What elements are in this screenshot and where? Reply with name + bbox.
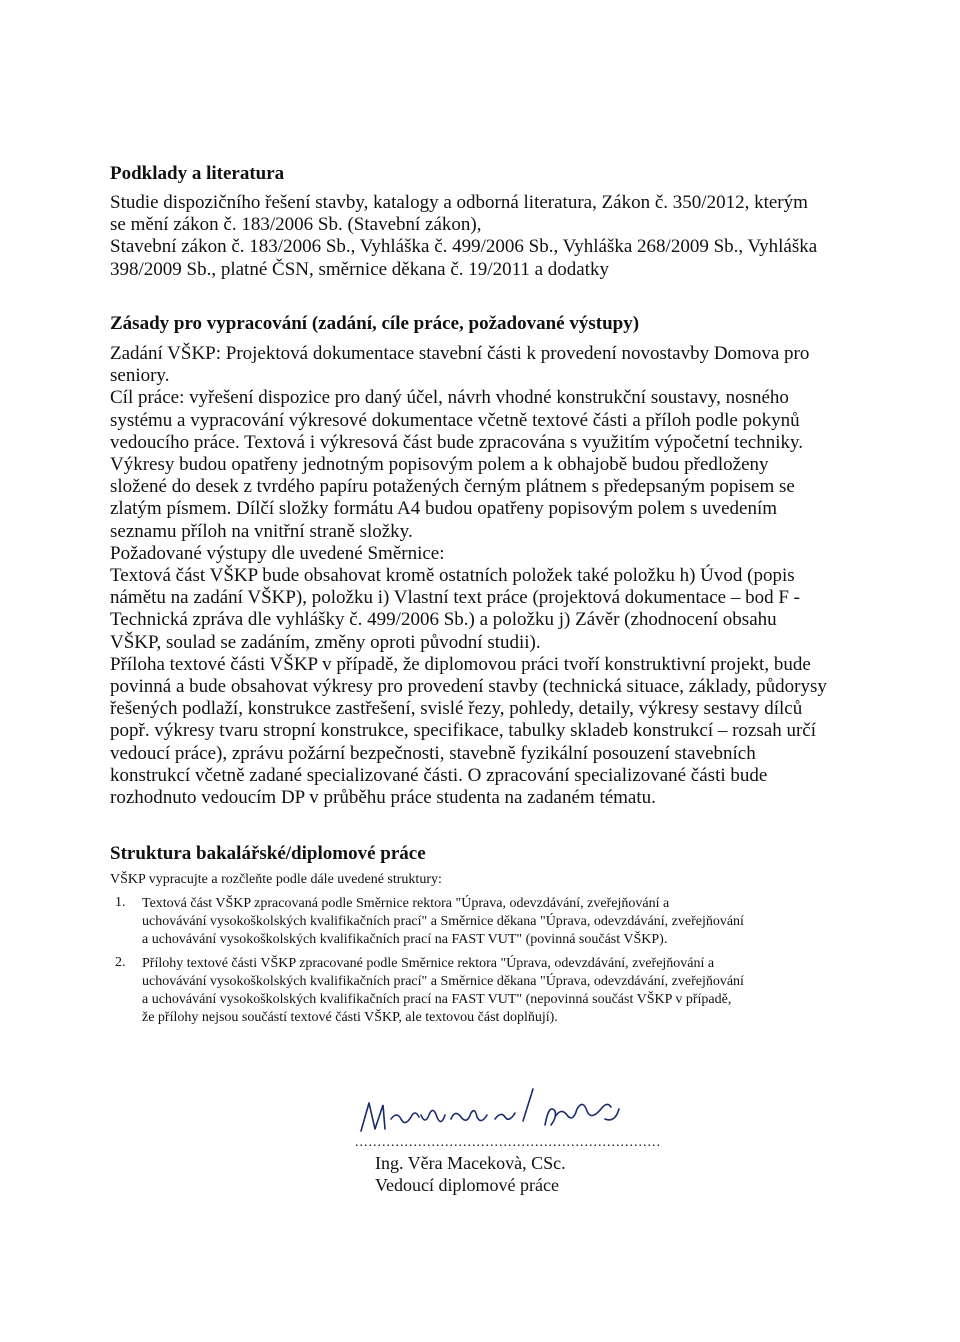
text-line: vedoucího práce. Textová i výkresová část bude zpracována s využitím výpočetní techniky.	[110, 431, 803, 453]
text-line: rozhodnuto vedoucím DP v průběhu práce studenta na zadaném tématu.	[110, 787, 656, 809]
text-line: Požadované výstupy dle uvedené Směrnice:	[110, 542, 445, 564]
text-line: vedoucí práce), zprávu požární bezpečnosti, stavebně fyzikální posouzení stavebních	[110, 742, 756, 764]
list-item-line: uchovávání vysokoškolských kvalifikačních prací" a Směrnice děkana "Úprava, odevzdávání, zveřejňování	[142, 974, 744, 989]
text-line: Technická zpráva dle vyhlášky č. 499/2006 Sb.) a položku j) Závěr (zhodnocení obsahu	[110, 609, 777, 631]
list-item-line: a uchovávání vysokoškolských kvalifikačních prací na FAST VUT" (nepovinná součást VŠKP v případě,	[142, 992, 732, 1007]
list-item	[142, 895, 744, 949]
list-item-line: Textová část VŠKP zpracovaná podle Směrnice rektora "Úprava, odevzdávání, zveřejňování a	[142, 896, 670, 911]
structure-intro: VŠKP vypracujte a rozčleňte podle dále uvedené struktury:	[110, 872, 442, 887]
section-heading-principles: Zásady pro vypracování (zadání, cíle práce, požadované výstupy)	[110, 313, 640, 334]
text-line: VŠKP, soulad se zadáním, změny oproti původní studii).	[110, 631, 541, 653]
sources-paragraph	[110, 192, 817, 281]
text-line: seniory.	[110, 365, 170, 387]
text-line: seznamu příloh na vnitřní straně složky.	[110, 520, 413, 542]
supervisor-name: Ing. Věra Macekovà, CSc.	[375, 1153, 566, 1173]
text-line: Příloha textové části VŠKP v případě, že diplomovou práci tvoří konstruktivní projekt, bude	[110, 653, 811, 675]
list-item-number: 1.	[115, 895, 126, 910]
list-item-line: a uchovávání vysokoškolských kvalifikačních prací na FAST VUT" (povinná součást VŠKP).	[142, 932, 668, 947]
text-line: zlatým písmem. Dílčí složky formátu A4 budou opatřeny popisovým polem s uvedením	[110, 498, 778, 520]
list-item	[142, 955, 744, 1027]
text-line: 398/2009 Sb., platné ČSN, směrnice děkana č. 19/2011 a dodatky	[110, 258, 610, 280]
signature-area	[355, 1085, 661, 1150]
section-heading-sources: Podklady a literatura	[110, 163, 285, 184]
text-line: Zadání VŠKP: Projektová dokumentace stavební části k provedení novostavby Domova pro	[110, 343, 810, 364]
text-line: Studie dispozičního řešení stavby, katalogy a odborná literatura, Zákon č. 350/2012, kterým	[110, 192, 808, 213]
text-line: povinná a bude obsahovat výkresy pro provedení stavby (technická situace, základy, půdorysy	[110, 676, 827, 698]
text-line: Stavební zákon č. 183/2006 Sb., Vyhláška č. 499/2006 Sb., Vyhláška 268/2009 Sb., Vyhláška	[110, 236, 818, 258]
list-item-line: Přílohy textové části VŠKP zpracované podle Směrnice rektora "Úprava, odevzdávání, zveřejňování a	[142, 956, 715, 971]
supervisor-role: Vedoucí diplomové práce	[375, 1175, 559, 1195]
text-line: Textová část VŠKP bude obsahovat kromě ostatních položek také položku h) Úvod (popis	[110, 565, 795, 587]
text-line: námětu na zadání VŠKP), položku i) Vlastní text práce (projektová dokumentace – bod F -	[110, 587, 800, 609]
text-line: systému a vypracování výkresové dokumentace včetně textové části a příloh podle pokynů	[110, 409, 800, 431]
principles-paragraph	[110, 343, 827, 809]
text-line: složené do desek z tvrdého papíru potažených černým plátnem s předepsaným popisem se	[110, 476, 795, 498]
list-item-line: že přílohy nejsou součástí textové části VŠKP, ale textovou část doplňují).	[142, 1010, 558, 1025]
signature-line: ....................................................................	[355, 1135, 661, 1150]
text-line: řešených podlaží, konstrukce zastřešení, svislé řezy, pohledy, detaily, výkresy sestavy dílců	[110, 698, 803, 720]
text-line: Cíl práce: vyřešení dispozice pro daný účel, návrh vhodné konstrukční soustavy, nosného	[110, 387, 789, 409]
text-line: konstrukcí včetně zadané specializované části. O zpracování specializované části bude	[110, 764, 768, 786]
text-line: se mění zákon č. 183/2006 Sb. (Stavební zákon),	[110, 214, 482, 236]
list-item-number: 2.	[115, 955, 126, 970]
text-line: popř. výkresy tvaru stropní konstrukce, specifikace, tabulky skladeb konstrukcí – rozsah určí	[110, 720, 816, 742]
section-heading-structure: Struktura bakalářské/diplomové práce	[110, 843, 426, 864]
list-item-line: uchovávání vysokoškolských kvalifikačních prací" a Směrnice děkana "Úprava, odevzdávání, zveřejňování	[142, 914, 744, 929]
text-line: Výkresy budou opatřeny jednotným popisovým polem a k obhajobě budou předloženy	[110, 454, 769, 476]
